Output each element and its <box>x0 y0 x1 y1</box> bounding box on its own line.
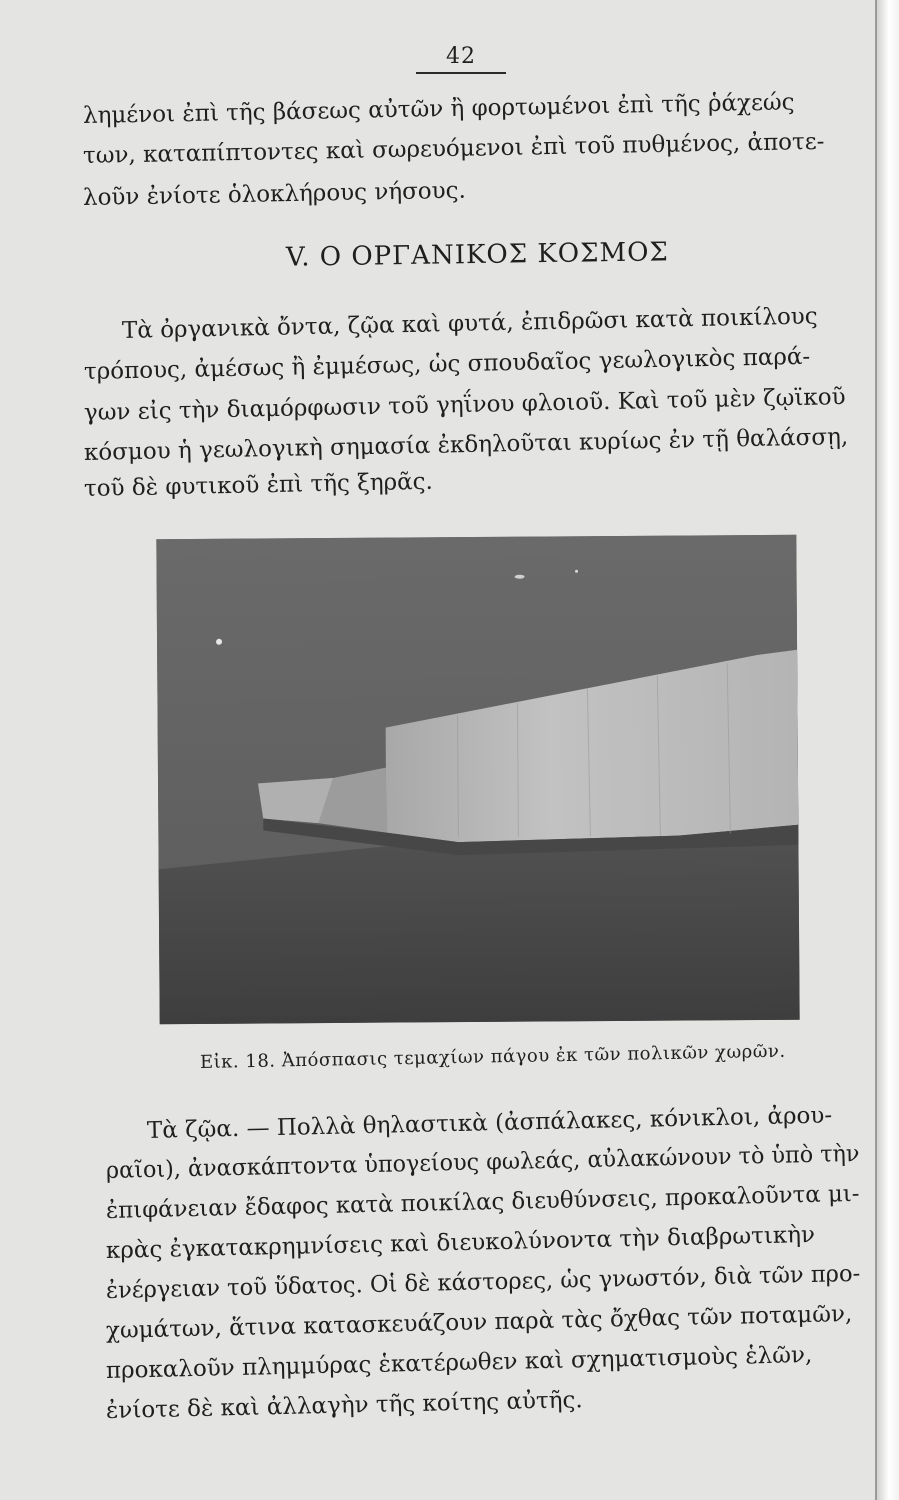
text-line: λοῦν ἐνίοτε ὁλοκλήρους νήσους. <box>82 177 467 211</box>
text-line: χωμάτων, ἅτινα κατασκευάζουν παρὰ τὰς ὄχθας τῶν ποταμῶν, <box>105 1301 853 1344</box>
text-line: γων εἰς τὴν διαμόρφωσιν τοῦ γηΐνου φλοιοῦ. Καὶ τοῦ μὲν ζῳϊκοῦ <box>83 384 846 426</box>
figure-caption: Εἰκ. 18. Ἀπόσπασις τεμαχίων πάγου ἐκ τῶν πολικῶν χωρῶν. <box>199 1040 786 1073</box>
text-line: προκαλοῦν πλημμύρας ἑκατέρωθεν καὶ σχηματισμοὺς ἑλῶν, <box>105 1341 813 1384</box>
text-line: ἐνέργειαν τοῦ ὕδατος. Οἱ δὲ κάστορες, ὡς γνωστόν, διὰ τῶν προ- <box>105 1260 861 1304</box>
section-heading: V. Ο ΟΡΓΑΝΙΚΟΣ ΚΟΣΜΟΣ <box>285 237 670 273</box>
page-edge <box>875 0 899 1500</box>
text-line: ἐπιφάνειαν ἔδαφος κατὰ ποικίλας διευθύνσεις, προκαλοῦντα μι- <box>105 1180 860 1224</box>
text-line: λημένοι ἐπὶ τῆς βάσεως αὐτῶν ἢ φορτωμένοι ἐπὶ τῆς ῥάχεώς <box>82 89 795 129</box>
page-number: 42 <box>446 44 476 69</box>
figure-iceberg-photo <box>156 535 799 1024</box>
text-line: Τὰ ζῷα. — Πολλὰ θηλαστικὰ (ἀσπάλακες, κόνικλοι, ἀρου- <box>146 1102 833 1144</box>
text-line: κρὰς ἐγκατακρημνίσεις καὶ διευκολύνοντα τὴν διαβρωτικὴν <box>105 1221 816 1264</box>
text-line: τρόπους, ἀμέσως ἢ ἐμμέσως, ὡς σπουδαῖος γεωλογικὸς παρά- <box>83 343 811 385</box>
text-line: τοῦ δὲ φυτικοῦ ἐπὶ τῆς ξηρᾶς. <box>83 468 434 502</box>
text-line: των, καταπίπτοντες καὶ σωρευόμενοι ἐπὶ τοῦ πυθμένος, ἀποτε- <box>82 128 825 169</box>
text-line: ἐνίοτε δὲ καὶ ἀλλαγὴν τῆς κοίτης αὐτῆς. <box>105 1387 583 1424</box>
text-line: ραῖοι), ἀνασκάπτοντα ὑπογείους φωλεάς, αὐλακώνουν τὸ ὑπὸ τὴν <box>105 1140 860 1184</box>
page-number-rule <box>416 72 506 74</box>
text-line: κόσμου ἡ γεωλογικὴ σημασία ἐκδηλοῦται κυρίως ἐν τῇ θαλάσσῃ, <box>83 423 849 466</box>
text-line: Τὰ ὀργανικὰ ὄντα, ζῷα καὶ φυτά, ἐπιδρῶσι κατὰ ποικίλους <box>121 303 818 344</box>
